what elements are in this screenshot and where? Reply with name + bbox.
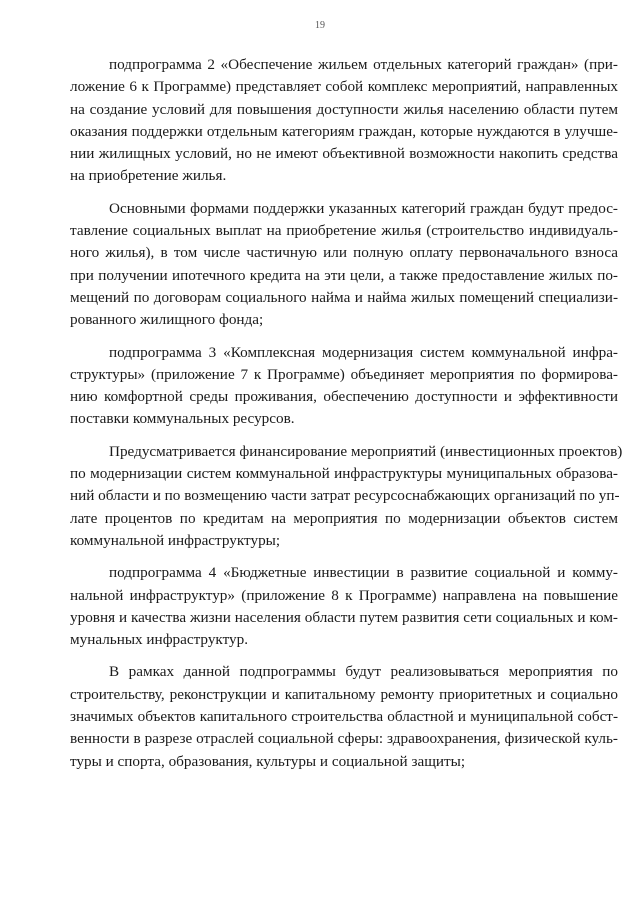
text-line: нию комфортной среды проживания, обеспечению доступности и эффективности — [70, 388, 618, 406]
text-line: рованного жилищного фонда; — [70, 311, 264, 329]
text-line: нии жилищных условий, но не имеют объективной возможности накопить средства — [70, 145, 618, 163]
text-line: Предусматривается финансирование мероприятий (инвестиционных проектов) — [109, 442, 623, 460]
text-line: венности в разрезе отраслей социальной сферы: здравоохранения, физической куль- — [70, 730, 618, 748]
text-line: на приобретение жилья. — [70, 167, 227, 185]
text-line: коммунальной инфраструктуры; — [70, 531, 281, 549]
paragraph-subprogram-2 — [70, 54, 618, 188]
text-line: поставки коммунальных ресурсов. — [70, 410, 295, 428]
text-line: нальной инфраструктур» (приложение 8 к Программе) направлена на повышение — [70, 586, 618, 604]
paragraph-subprogram-3 — [70, 342, 618, 431]
paragraph-support-forms — [70, 198, 618, 332]
text-line: В рамках данной подпрограммы будут реализовываться мероприятия по — [109, 663, 618, 681]
text-line: подпрограмма 2 «Обеспечение жильем отдельных категорий граждан» (при- — [109, 56, 618, 73]
text-line: мещений по договорам социального найма и найма жилых помещений специализи- — [70, 288, 618, 306]
paragraph-subprogram-4 — [70, 562, 618, 651]
text-line: ного жилья), в том числе частичную или полную оплату первоначального взноса — [70, 244, 618, 262]
text-line: мунальных инфраструктур. — [70, 631, 249, 649]
text-line: оказания поддержки отдельным категориям граждан, которые нуждаются в улучше- — [70, 122, 618, 140]
text-line: на создание условий для повышения доступности жилья населению области путем — [70, 100, 618, 118]
text-line: тавление социальных выплат на приобретение жилья (строительство индивидуаль- — [70, 222, 618, 240]
text-line: Основными формами поддержки указанных категорий граждан будут предос- — [109, 199, 618, 217]
document-body — [70, 54, 623, 773]
paragraph-financing — [70, 441, 623, 552]
page-number: 19 — [315, 20, 325, 31]
text-line: лате процентов по кредитам на мероприятия по модернизации объектов систем — [70, 509, 618, 527]
text-line: строительству, реконструкции и капитальному ремонту приоритетных и социально — [70, 685, 618, 703]
text-line: значимых объектов капитального строительства областной и муниципальной собст- — [70, 708, 618, 726]
text-line: ний области и по возмещению части затрат ресурсоснабжающих организаций по уп- — [70, 487, 620, 505]
text-line: уровня и качества жизни населения области путем развития сети социальных и ком- — [70, 608, 618, 626]
text-line: при получении ипотечного кредита на эти цели, а также предоставление жилых по- — [70, 266, 618, 284]
text-line: ложение 6 к Программе) представляет собой комплекс мероприятий, направленных — [70, 78, 618, 96]
paragraph-activities — [70, 661, 618, 772]
text-line: подпрограмма 4 «Бюджетные инвестиции в развитие социальной и комму- — [109, 564, 618, 582]
text-line: по модернизации систем коммунальной инфраструктуры муниципальных образова- — [70, 465, 618, 483]
text-line: структуры» (приложение 7 к Программе) объединяет мероприятия по формирова- — [70, 365, 618, 383]
text-line: туры и спорта, образования, культуры и социальной защиты; — [70, 752, 466, 770]
text-line: подпрограмма 3 «Комплексная модернизация систем коммунальной инфра- — [109, 343, 618, 361]
